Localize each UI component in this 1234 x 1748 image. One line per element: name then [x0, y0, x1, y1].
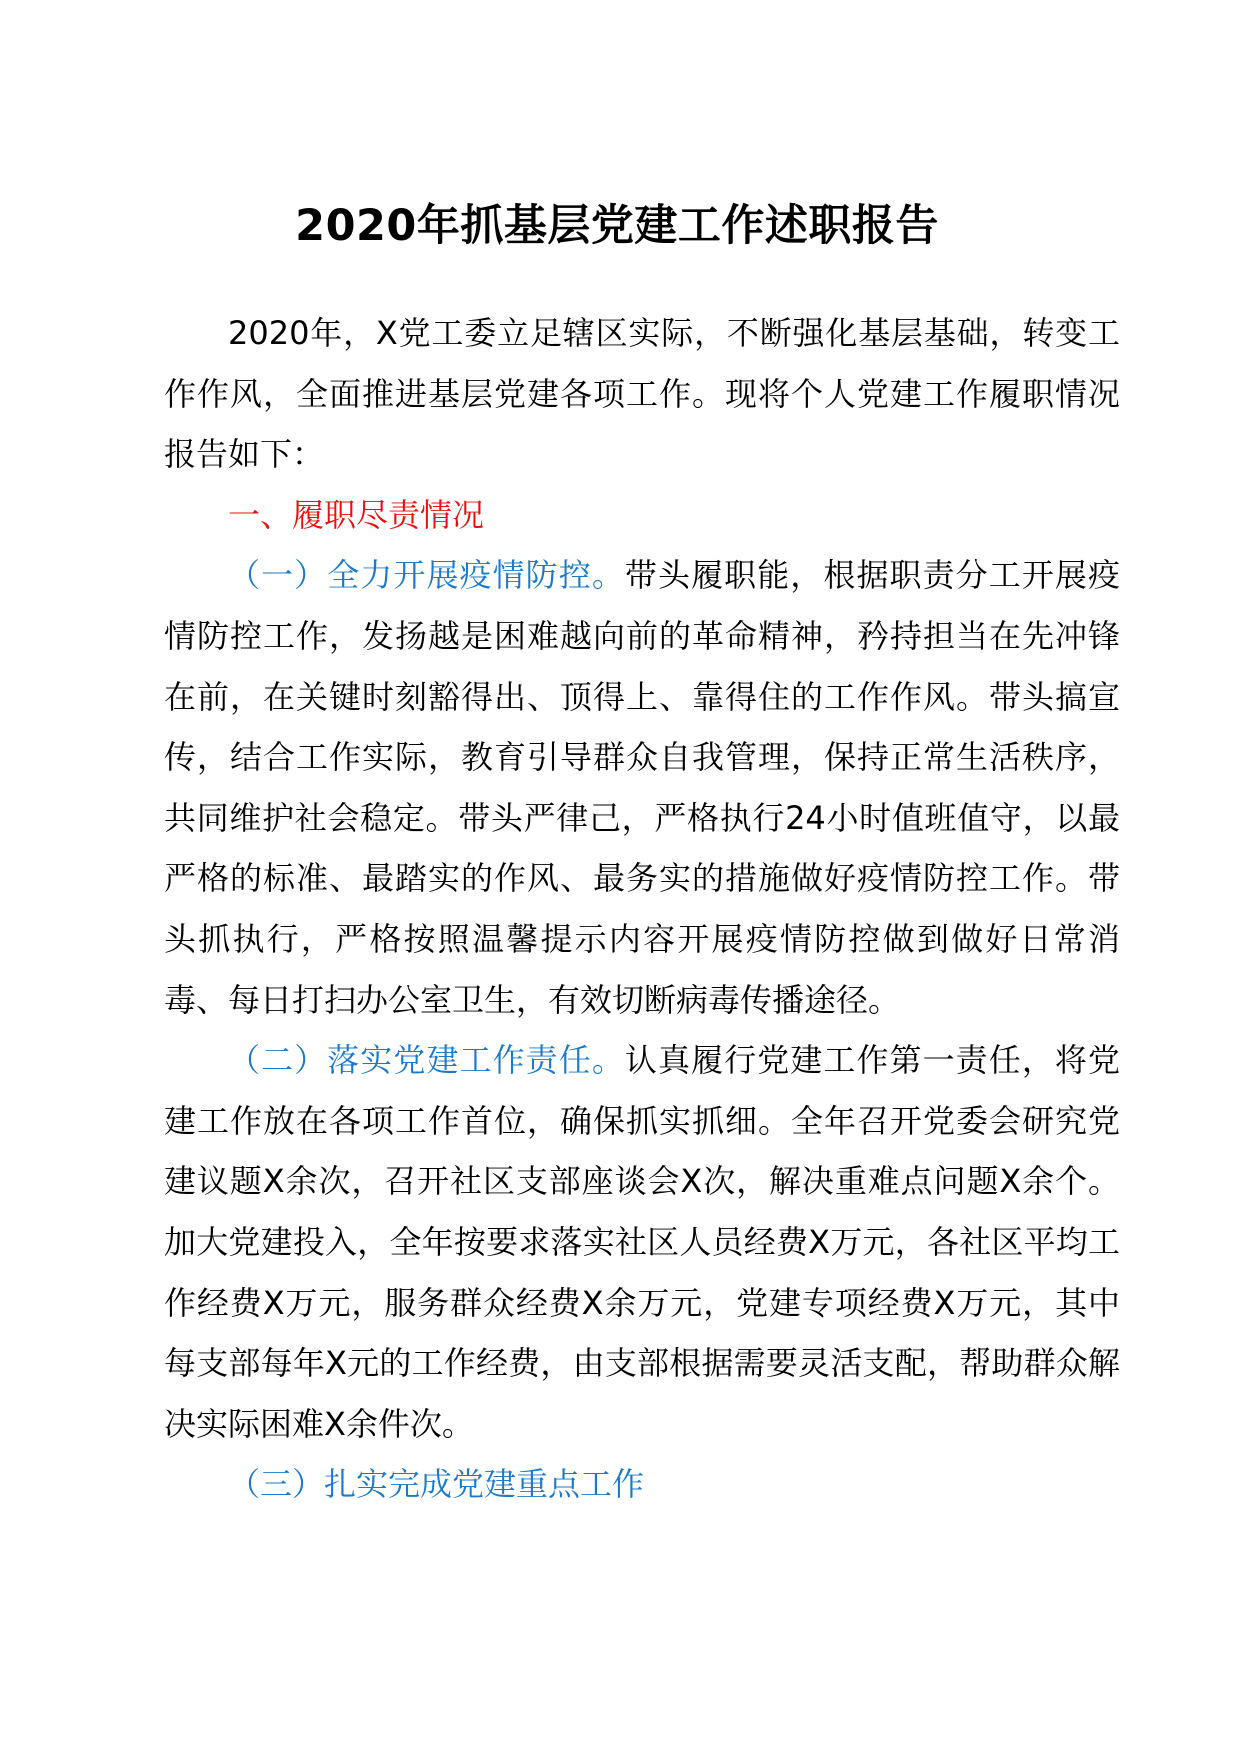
paragraph-item-1: [164, 545, 1120, 1030]
document-body: [164, 303, 1120, 1515]
document-title: 2020年抓基层党建工作述职报告: [295, 201, 939, 251]
intro-paragraph: 2020年，X党工委立足辖区实际，不断强化基层基础，转变工作作风，全面推进基层党建各项工作。现将个人党建工作履职情况报告如下：: [164, 314, 1120, 474]
sub-heading-2: （二）落实党建工作责任。: [228, 1041, 625, 1080]
paragraph-item-3: [164, 1454, 1120, 1515]
paragraph-item-2: [164, 1030, 1120, 1454]
paragraph-item-1-text: 带头履职能，根据职责分工开展疫情防控工作，发扬越是困难越向前的革命精神，矜持担当在先冲锋在前，在关键时刻豁得出、顶得上、靠得住的工作作风。带头搞宣传，结合工作实际，教育引导群众自我管理，保持正常生活秩序，共同维护社会稳定。带头严律己，严格执行24小时值班值守，以最严格的标准、最踏实的作风、最务实的措施做好疫情防控工作。带头抓执行，严格按照温馨提示内容开展疫情防控做到做好日常消毒、每日打扫办公室卫生，有效切断病毒传播途径。: [164, 556, 1120, 1019]
section-heading-1: 一、履职尽责情况: [228, 495, 485, 534]
sub-heading-1: （一）全力开展疫情防控。: [228, 556, 625, 595]
paragraph-item-2-text: 认真履行党建工作第一责任，将党建工作放在各项工作首位，确保抓实抓细。全年召开党委会研究党建议题X余次，召开社区支部座谈会X次，解决重难点问题X余个。加大党建投入，全年按要求落实社区人员经费X万元，各社区平均工作经费X万元，服务群众经费X余万元，党建专项经费X万元，其中每支部每年X元的工作经费，由支部根据需要灵活支配，帮助群众解决实际困难X余件次。: [164, 1041, 1120, 1443]
sub-heading-3: （三）扎实完成党建重点工作: [228, 1465, 645, 1504]
